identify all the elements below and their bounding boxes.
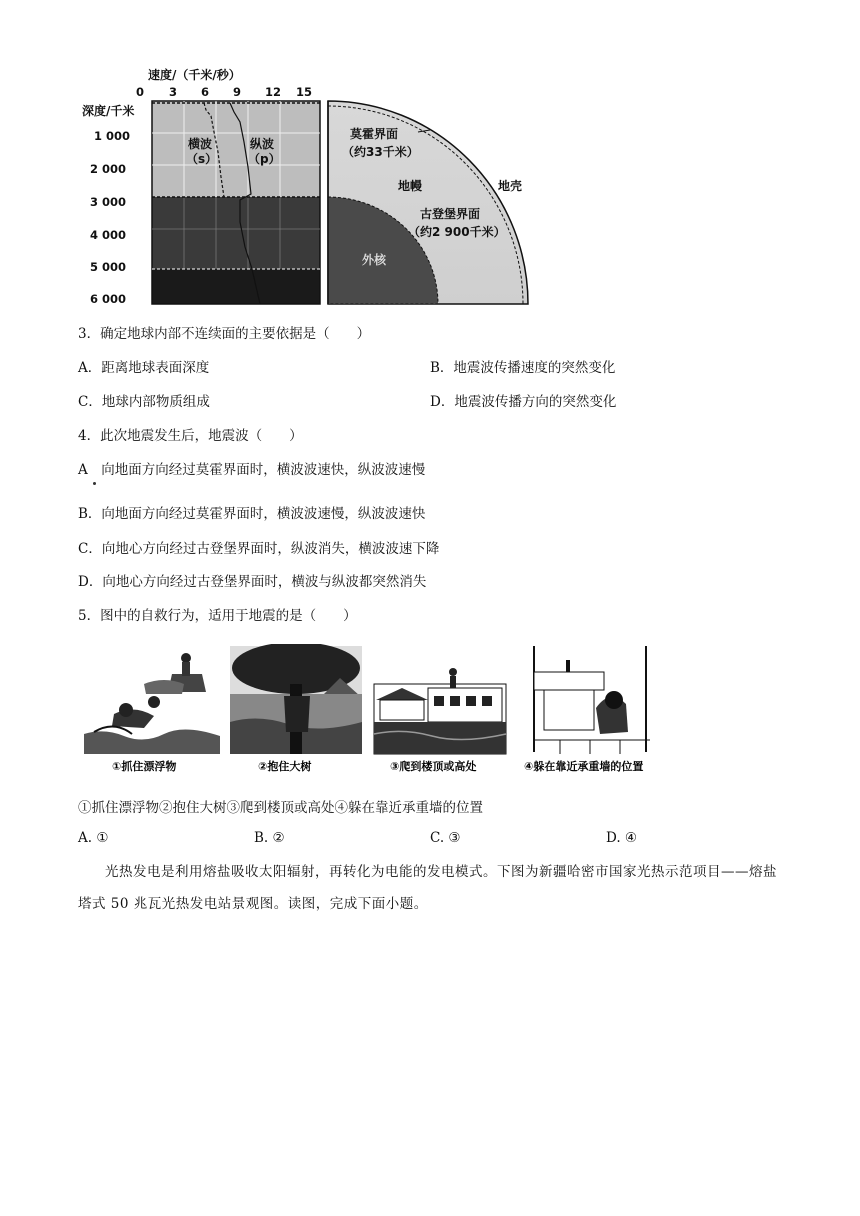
speed-axis-label: 速度/（千米/秒）: [148, 68, 241, 82]
q3-option-b[interactable]: B．地震波传播速度的突然变化: [430, 360, 616, 376]
speed-tick: 12: [265, 85, 282, 99]
depth-tick: 4 000: [90, 228, 127, 242]
pic1-caption: ①抓住漂浮物: [112, 760, 177, 773]
depth-tick: 5 000: [90, 260, 127, 274]
q4-option-c[interactable]: C．向地心方向经过古登堡界面时，纵波消失，横波波速下降: [78, 541, 440, 557]
depth-tick: 3 000: [90, 195, 127, 209]
speed-tick: 0: [136, 85, 145, 99]
q3-stem: 3．确定地球内部不连续面的主要依据是（ ）: [78, 326, 371, 342]
pic-hug-tree: [228, 644, 364, 774]
q4-option-b[interactable]: B．向地面方向经过莫霍界面时，横波波速慢，纵波波速快: [78, 506, 426, 522]
depth-axis-label: 深度/千米: [82, 104, 135, 118]
q5-caption-line: ①抓住漂浮物②抱住大树③爬到楼顶或高处④躲在靠近承重墙的位置: [78, 800, 483, 816]
depth-tick: 2 000: [90, 162, 127, 176]
passage-text: 光热发电是利用熔盐吸收太阳辐射，再转化为电能的发电模式。下图为新疆哈密市国家光热示范项目——熔盐塔式 50 兆瓦光热发电站景观图。读图，完成下面小题。: [78, 864, 777, 912]
depth-tick: 1 000: [94, 129, 131, 143]
gutenberg-label: 古登堡界面: [420, 207, 481, 221]
outer-core-label: 外核: [362, 253, 387, 267]
q4-option-a[interactable]: A 向地面方向经过莫霍界面时，横波波速快，纵波波速慢: [78, 462, 426, 478]
pic-climb-roof: [372, 644, 508, 774]
s-wave-label: 横波: [188, 137, 213, 151]
q5-option-d[interactable]: D. ④: [606, 830, 638, 846]
mantle-label: 地幔: [398, 179, 423, 193]
mark-dot: [93, 482, 96, 485]
speed-tick: 9: [233, 85, 242, 99]
outer-core-region: [152, 197, 320, 269]
moho-depth: （约33千米）: [342, 145, 419, 159]
pic3-caption: ③爬到楼顶或高处: [390, 760, 477, 773]
q5-option-c[interactable]: C. ③: [430, 830, 461, 846]
pic-near-wall: [520, 644, 668, 774]
inner-core-region: [152, 269, 320, 304]
speed-tick: 3: [169, 85, 178, 99]
crust-label: 地壳: [498, 179, 523, 193]
gutenberg-depth: （约2 900千米）: [408, 225, 506, 239]
q4-stem: 4．此次地震发生后，地震波（ ）: [78, 428, 303, 444]
q3-option-c[interactable]: C．地球内部物质组成: [78, 394, 210, 410]
q5-option-b[interactable]: B. ②: [254, 830, 285, 846]
s-wave-symbol: （s）: [186, 152, 218, 166]
pic2-caption: ②抱住大树: [258, 760, 312, 773]
depth-tick: 6 000: [90, 292, 127, 306]
q5-option-a[interactable]: A. ①: [78, 830, 109, 846]
pic-floating-objects: [84, 644, 220, 774]
speed-tick: 6: [201, 85, 210, 99]
pic4-caption: ④躲在靠近承重墙的位置: [524, 760, 644, 773]
q5-stem: 5．图中的自救行为，适用于地震的是（ ）: [78, 608, 357, 624]
p-wave-label: 纵波: [250, 137, 275, 151]
speed-tick: 15: [296, 85, 313, 99]
q4-option-d[interactable]: D．向地心方向经过古登堡界面时，横波与纵波都突然消失: [78, 574, 427, 590]
earth-structure-figure: [80, 62, 540, 308]
q3-option-a[interactable]: A．距离地球表面深度: [78, 360, 210, 376]
p-wave-symbol: （p）: [248, 152, 281, 166]
q3-option-d[interactable]: D．地震波传播方向的突然变化: [430, 394, 617, 410]
moho-label: 莫霍界面: [350, 127, 399, 141]
